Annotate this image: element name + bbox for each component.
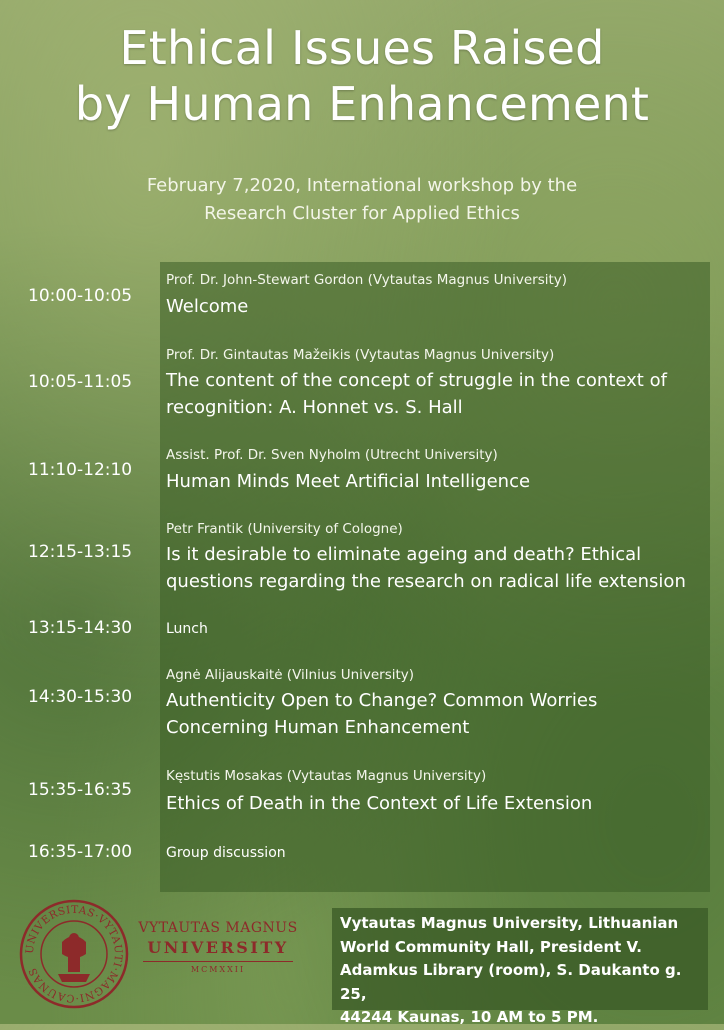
university-seal-logo [18, 898, 130, 1010]
session-title-line: recognition: A. Honnet vs. S. Hall [166, 397, 463, 418]
session-time: 10:00-10:05 [28, 286, 133, 306]
session-speaker: Kęstutis Mosakas (Vytautas Magnus University) [166, 768, 487, 784]
wordmark-line-2: UNIVERSITY [147, 938, 289, 957]
session-title [166, 468, 711, 495]
seal-text: UNIVERSITAS·VYTAUTI·MAGNI·CAUNAS [23, 903, 125, 1005]
wordmark-line-3: MCMXXII [190, 965, 246, 974]
knight-emblem-icon [58, 933, 90, 982]
session-title-line: Lunch [166, 621, 208, 637]
subtitle-line-2: Research Cluster for Applied Ethics [204, 203, 520, 224]
session-time: 11:10-12:10 [28, 460, 133, 480]
venue-period: . [592, 1008, 599, 1026]
venue-box [332, 908, 708, 1026]
venue-line [340, 1006, 704, 1030]
session-time: 10:05-11:05 [28, 372, 133, 392]
poster-subtitle [0, 172, 724, 228]
university-wordmark [138, 920, 298, 974]
session-title-line: Authenticity Open to Change? Common Worries [166, 690, 598, 711]
session-time: 16:35-17:00 [28, 842, 133, 862]
session-title-line: questions regarding the research on radical life extension [166, 571, 686, 592]
venue-line: Adamkus Library (room), S. Daukanto g. 25, [340, 961, 682, 1003]
subtitle-line-1: February 7,2020, International workshop by the [146, 175, 578, 196]
session-title [166, 541, 711, 595]
session-title [166, 293, 711, 320]
wordmark-line-1: VYTAUTAS MAGNUS [138, 920, 298, 936]
venue-city: 44244 Kaunas, [340, 1008, 466, 1026]
session-speaker: Agnė Alijauskaitė (Vilnius University) [166, 667, 415, 683]
session-title [166, 790, 711, 817]
session-speaker: Petr Frantik (University of Cologne) [166, 521, 403, 537]
title-line-1: Ethical Issues Raised [119, 21, 605, 75]
wordmark-divider [143, 961, 293, 962]
session-speaker: Assist. Prof. Dr. Sven Nyholm (Utrecht University) [166, 447, 498, 463]
session-title-line: The content of the concept of struggle in the context of [166, 370, 667, 391]
session-speaker: Prof. Dr. John-Stewart Gordon (Vytautas Magnus University) [166, 272, 568, 288]
session-time: 14:30-15:30 [28, 687, 133, 707]
title-line-2: by Human Enhancement [74, 77, 650, 131]
session-time: 12:15-13:15 [28, 542, 133, 562]
session-title-line: Concerning Human Enhancement [166, 717, 470, 738]
session-title-line: Welcome [166, 296, 249, 317]
session-title [166, 367, 711, 421]
session-title-line: Group discussion [166, 845, 286, 861]
session-title [166, 687, 711, 741]
session-title-line: Human Minds Meet Artificial Intelligence [166, 471, 531, 492]
session-title [166, 620, 711, 638]
session-title [166, 844, 711, 862]
session-time: 15:35-16:35 [28, 780, 133, 800]
poster-title [0, 20, 724, 132]
venue-line: World Community Hall, President V. [340, 937, 642, 956]
session-speaker: Prof. Dr. Gintautas Mažeikis (Vytautas Magnus University) [166, 347, 555, 363]
session-time: 13:15-14:30 [28, 618, 133, 638]
venue-line: Vytautas Magnus University, Lithuanian [340, 914, 679, 932]
session-title-line: Is it desirable to eliminate ageing and death? Ethical [166, 544, 642, 565]
session-title-line: Ethics of Death in the Context of Life Extension [166, 793, 593, 814]
venue-address [340, 912, 704, 1030]
venue-hours: 10 AM to 5 PM [470, 1008, 593, 1026]
